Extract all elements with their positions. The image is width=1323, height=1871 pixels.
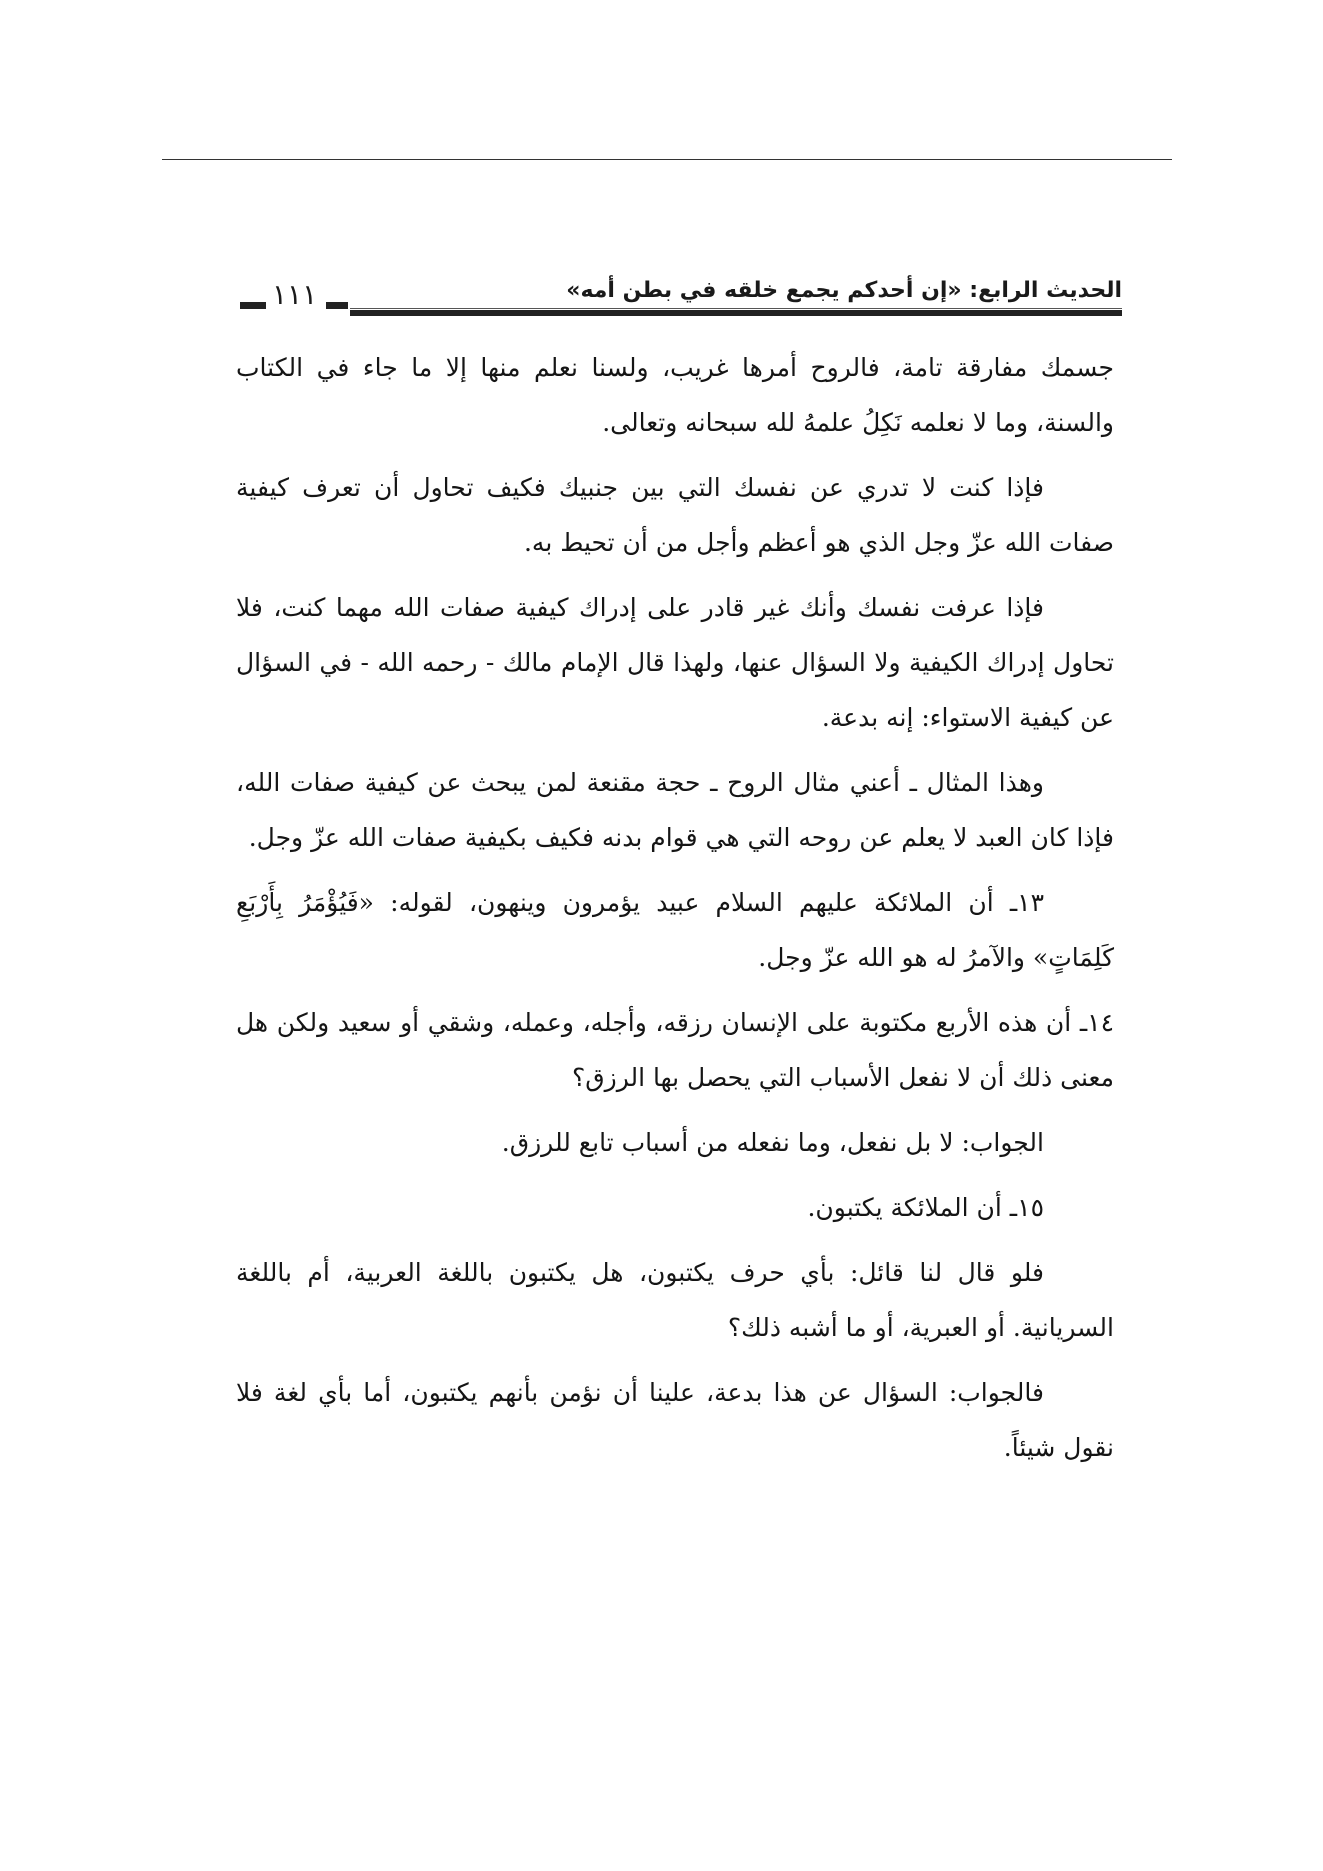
top-rule — [162, 159, 1172, 160]
page-number-ornament — [326, 302, 348, 309]
paragraph: وهذا المثال ـ أعني مثال الروح ـ حجة مقنعة لمن يبحث عن كيفية صفات الله، فإذا كان العبد لا يعلم عن روحه التي هي قوام بدنه فكيف بكيفية صفات الله عزّ وجل. — [236, 768, 1114, 852]
page-number-ornament — [240, 302, 266, 309]
running-head-thin-rule — [350, 308, 1122, 309]
paragraph: فإذا كنت لا تدري عن نفسك التي بين جنبيك فكيف تحاول أن تعرف كيفية صفات الله عزّ وجل الذي هو أعظم وأجل من أن تحيط به. — [236, 473, 1114, 557]
paragraph: فالجواب: السؤال عن هذا بدعة، علينا أن نؤمن بأنهم يكتبون، أما بأي لغة فلا نقول شيئاً. — [236, 1378, 1114, 1462]
page-number: ١١١ — [272, 278, 318, 311]
running-head-title: الحديث الرابع: «إن أحدكم يجمع خلقه في بطن أمه» — [566, 278, 1122, 303]
numbered-point-15: ١٥ـ أن الملائكة يكتبون. — [807, 1193, 1044, 1222]
numbered-point-13: ١٣ـ أن الملائكة عليهم السلام عبيد يؤمرون وينهون، لقوله: «فَيُؤْمَرُ بِأَرْبَعِ كَلِمَاتٍ» والآمرُ له هو الله عزّ وجل. — [236, 888, 1114, 972]
numbered-point-14: ١٤ـ أن هذه الأربع مكتوبة على الإنسان رزقه، وأجله، وعمله، وشقي أو سعيد ولكن هل معنى ذلك أن لا نفعل الأسباب التي يحصل بها الرزق؟ — [236, 1008, 1114, 1092]
paragraph: فإذا عرفت نفسك وأنك غير قادر على إدراك كيفية صفات الله مهما كنت، فلا تحاول إدراك الكيفية ولا السؤال عنها، ولهذا قال الإمام مالك - رحمه الله - في السؤال عن كيفية الاستواء: إنه بدعة. — [236, 593, 1114, 732]
paragraph-continuation: جسمك مفارقة تامة، فالروح أمرها غريب، ولسنا نعلم منها إلا ما جاء في الكتاب والسنة، وما لا نعلمه نَكِلُ علمهُ لله سبحانه وتعالى. — [236, 353, 1114, 437]
running-head-rule — [350, 310, 1122, 316]
paragraph: فلو قال لنا قائل: بأي حرف يكتبون، هل يكتبون باللغة العربية، أم باللغة السريانية. أو العبرية، أو ما أشبه ذلك؟ — [236, 1258, 1114, 1342]
running-head — [240, 272, 1122, 322]
answer-paragraph: الجواب: لا بل نفعل، وما نفعله من أسباب تابع للرزق. — [501, 1128, 1044, 1157]
body-text — [236, 340, 1114, 1485]
page-number-block — [240, 278, 348, 318]
